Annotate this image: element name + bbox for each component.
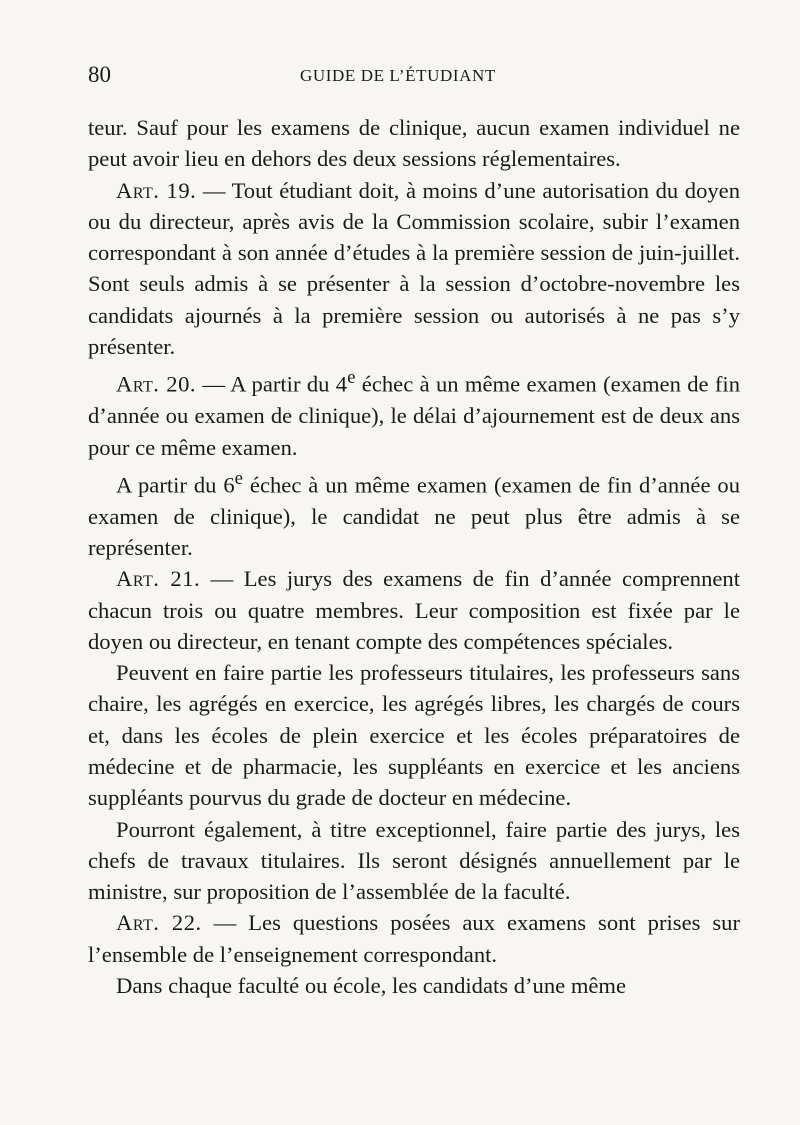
ordinal-superscript: e (234, 467, 244, 489)
paragraph-article-22 (88, 907, 740, 970)
paragraph-text: — Tout étudiant doit, à moins d’une autorisation du doyen ou du directeur, après avis de la Commission scolaire, subir l’examen correspondant à son année d’études à la première session de juin-juillet. Sont seuls admis à se présenter à la session d’octobre-novembre les candidats ajournés à la première session ou autorisés à ne pas s’y présenter. (88, 177, 740, 360)
paragraph-text-start: A partir du 6 (116, 472, 235, 498)
paragraph-text: Pourront également, à titre exceptionnel, faire partie des jurys, les chefs de travaux titulaires. Ils seront désignés annuellement par le ministre, sur proposition de l’assemblée de la faculté. (88, 816, 740, 905)
page-header (88, 62, 740, 94)
page-number: 80 (88, 62, 111, 87)
paragraph-text: échec à un même examen (examen de fin d’année ou examen de clinique), le candidat ne peut plus être admis à se représenter. (88, 472, 740, 560)
paragraph-article-20 (88, 362, 740, 462)
paragraph-text: Peuvent en faire partie les professeurs titulaires, les professeurs sans chaire, les agrégés en exercice, les agrégés libres, les chargés de cours et, dans les écoles de plein exercice et les écoles préparatoires de médecine et de pharmacie, les suppléants en exercice et les anciens suppléants pourvus du grade de docteur en médecine. (88, 660, 740, 811)
paragraph-last (88, 970, 740, 1001)
paragraph-continued (88, 112, 740, 175)
paragraph-exceptional-members (88, 814, 740, 908)
article-label: Art. 21. (116, 566, 201, 592)
paragraph-jury-members (88, 657, 740, 813)
paragraph-article-19 (88, 175, 740, 363)
paragraph-text: teur. Sauf pour les examens de clinique, aucun examen individuel ne peut avoir lieu en dehors des deux sessions réglementaires. (88, 115, 740, 172)
paragraph-text-start: — A partir du 4 (196, 371, 348, 397)
ordinal-superscript: e (347, 367, 356, 389)
paragraph-article-21 (88, 563, 740, 657)
book-page (88, 62, 740, 1001)
paragraph-text: — Les questions posées aux examens sont prises sur l’ensemble de l’enseignement correspondant. (88, 910, 740, 967)
body-text (88, 112, 740, 1001)
paragraph-text: Dans chaque faculté ou école, les candidats d’une même (116, 973, 627, 999)
article-label: Art. 22. (116, 910, 202, 936)
paragraph-sixth-failure (88, 463, 740, 563)
paragraph-text: — Les jurys des examens de fin d’année comprennent chacun trois ou quatre membres. Leur composition est fixée par le doyen ou directeur, en tenant compte des compétences spéciales. (88, 566, 740, 654)
paragraph-text: échec à un même examen (examen de fin d’année ou examen de clinique), le délai d’ajournement est de deux ans pour ce même examen. (88, 371, 740, 460)
article-label: Art. 20. (116, 371, 197, 397)
running-title: GUIDE DE L’ÉTUDIANT (300, 66, 496, 85)
article-label: Art. 19. (116, 177, 197, 203)
